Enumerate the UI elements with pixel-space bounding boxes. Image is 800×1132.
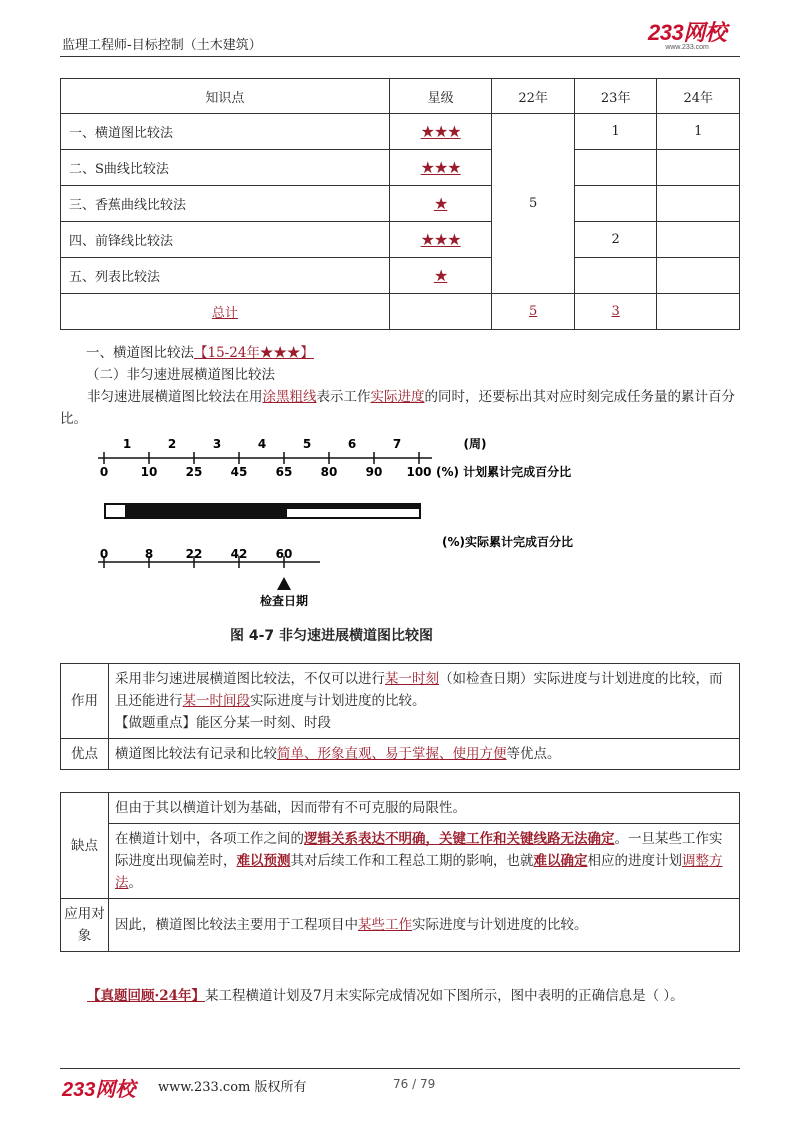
plan-value: 100 xyxy=(406,465,432,479)
total-label: 总计 xyxy=(211,306,238,321)
actual-value: 8 xyxy=(144,547,154,561)
table-row xyxy=(61,664,740,739)
total-22: 5 xyxy=(529,304,538,319)
plan-value: 80 xyxy=(320,465,338,479)
week-label: 7 xyxy=(392,437,402,451)
exam-question xyxy=(60,985,740,1007)
col-header-knowledge: 知识点 xyxy=(61,79,390,114)
effect-text-a: 采用非匀速进展横道图比较法，不仅可以进行 xyxy=(115,671,385,687)
table-row xyxy=(61,114,740,150)
plan-value: 25 xyxy=(185,465,203,479)
disadvantage-label: 缺点 xyxy=(61,793,109,899)
row-23: 2 xyxy=(574,222,657,258)
total-label-cell xyxy=(61,294,390,330)
question-text: 某工程横道计划及7月末实际完成情况如下图所示，图中表明的正确信息是（ ）。 xyxy=(205,988,684,1004)
total-stars-cell xyxy=(389,294,492,330)
application-content xyxy=(109,899,740,952)
progress-bar xyxy=(105,504,420,518)
actual-value: 0 xyxy=(99,547,109,561)
row-24: 1 xyxy=(657,114,740,150)
knowledge-table xyxy=(60,78,740,330)
dis-text-a: 在横道计划中，各项工作之间的 xyxy=(115,831,304,847)
table-row xyxy=(61,739,740,770)
plan-value: 45 xyxy=(230,465,248,479)
para-text-c: 的同时，还要标出其对应时刻完成任务量的累计百分比。 xyxy=(60,389,735,427)
advantage-highlight: 简单、形象直观、易于掌握、使用方便 xyxy=(277,746,507,762)
row-23: 1 xyxy=(574,114,657,150)
total-23-cell xyxy=(574,294,657,330)
row-name: 一、横道图比较法 xyxy=(61,114,390,150)
effect-content xyxy=(109,664,740,739)
advantage-content xyxy=(109,739,740,770)
row-24 xyxy=(657,150,740,186)
week-labels xyxy=(123,437,487,451)
features-table xyxy=(60,663,740,770)
advantage-label: 优点 xyxy=(61,739,109,770)
logo-text: 233网校 xyxy=(648,20,727,45)
app-text-a: 因此，横道图比较法主要用于工程项目中 xyxy=(115,917,358,933)
section-title: 一、横道图比较法 xyxy=(86,345,194,361)
col-header-stars: 星级 xyxy=(389,79,492,114)
disadvantage-line-1: 但由于其以横道计划为基础，因而带有不可克服的局限性。 xyxy=(109,793,740,824)
row-stars xyxy=(389,114,492,150)
week-label: 5 xyxy=(302,437,312,451)
total-row xyxy=(61,294,740,330)
brand-logo xyxy=(648,22,726,52)
week-label: 4 xyxy=(257,437,267,451)
figure-caption: 图 4-7 非匀速进展横道图比较图 xyxy=(230,628,434,644)
app-highlight: 某些工作 xyxy=(358,917,412,933)
effect-label: 作用 xyxy=(61,664,109,739)
actual-label: (%)实际累计完成百分比 xyxy=(442,535,573,549)
row-24 xyxy=(657,186,740,222)
row-24 xyxy=(657,258,740,294)
disadvantage-line-2 xyxy=(109,824,740,899)
plan-value: 65 xyxy=(275,465,293,479)
star-rating: ★ xyxy=(433,266,448,285)
table-row xyxy=(61,793,740,824)
row-23 xyxy=(574,150,657,186)
col-header-22: 22年 xyxy=(492,79,575,114)
total-22-cell xyxy=(492,294,575,330)
row-name: 三、香蕉曲线比较法 xyxy=(61,186,390,222)
table-row xyxy=(61,222,740,258)
section-heading xyxy=(60,342,740,364)
plan-value: 90 xyxy=(365,465,383,479)
plan-value: 10 xyxy=(140,465,158,479)
effect-text-b: （如检查日期）实际进度与计划进度的比较，而且还能进行 xyxy=(115,671,723,709)
table-row xyxy=(61,824,740,899)
table-header-row xyxy=(61,79,740,114)
table-row xyxy=(61,150,740,186)
progress-bar-diagram xyxy=(80,430,640,650)
footer-divider xyxy=(60,1068,740,1069)
actual-values xyxy=(100,534,573,561)
dis-highlight-1: 逻辑关系表达不明确，关键工作和关键线路无法确定 xyxy=(304,831,615,847)
footer-logo: 233网校 xyxy=(62,1079,136,1101)
plan-label: (%) 计划累计完成百分比 xyxy=(436,465,572,479)
dis-text-b: 。一旦某些工作实际进度出现偏差时， xyxy=(115,831,723,869)
dis-highlight-4: 调整方法 xyxy=(115,853,723,891)
advantage-text-b: 等优点。 xyxy=(506,746,561,762)
dis-text-e: 。 xyxy=(128,875,142,891)
para-text-a: 非匀速进展横道图比较法在用 xyxy=(87,389,263,405)
dis-highlight-2: 难以预测 xyxy=(236,853,291,869)
plan-value: 0 xyxy=(99,465,109,479)
week-label: 6 xyxy=(347,437,357,451)
para-text-b: 表示工作 xyxy=(316,389,371,405)
document-header-title: 监理工程师-目标控制（土木建筑） xyxy=(62,38,262,53)
table-row xyxy=(61,899,740,952)
advantage-text-a: 横道图比较法有记录和比较 xyxy=(115,746,277,762)
effect-highlight-1: 某一时刻 xyxy=(385,671,439,687)
page-number: 76 / 79 xyxy=(393,1077,436,1091)
col-header-23: 23年 xyxy=(574,79,657,114)
week-unit: (周) xyxy=(463,437,487,451)
effect-note: 【做题重点】能区分某一时刻、时段 xyxy=(115,715,331,731)
para-highlight-1: 涂黑粗线 xyxy=(262,389,317,405)
total-24-cell xyxy=(657,294,740,330)
check-date-arrow-icon xyxy=(277,577,291,590)
row-stars xyxy=(389,222,492,258)
week-label: 2 xyxy=(167,437,177,451)
week-label: 1 xyxy=(122,437,132,451)
effect-highlight-2: 某一时间段 xyxy=(182,693,250,709)
row-stars xyxy=(389,258,492,294)
footer-site: www.233.com 版权所有 xyxy=(158,1080,307,1095)
row-name: 四、前锋线比较法 xyxy=(61,222,390,258)
para-highlight-2: 实际进度 xyxy=(370,389,425,405)
dis-text-d: 相应的进度计划 xyxy=(587,853,682,869)
bar-top-edge xyxy=(287,504,420,509)
plan-values xyxy=(100,464,571,479)
actual-value: 60 xyxy=(275,547,293,561)
section-tag: 【15-24年★★★】 xyxy=(194,345,314,361)
star-rating: ★★★ xyxy=(420,158,461,177)
dis-highlight-3: 难以确定 xyxy=(533,853,588,869)
star-rating: ★★★ xyxy=(420,122,461,141)
question-tag: 【真题回顾·24年】 xyxy=(87,988,205,1004)
logo-url: www.233.com xyxy=(665,44,709,51)
row-23 xyxy=(574,186,657,222)
limitations-table xyxy=(60,792,740,952)
subsection-title: （二）非匀速进展横道图比较法 xyxy=(86,367,275,383)
total-23: 3 xyxy=(611,304,620,319)
table-row xyxy=(61,258,740,294)
section-paragraph xyxy=(60,386,740,430)
row-24 xyxy=(657,222,740,258)
merged-22-cell: 5 xyxy=(492,114,575,294)
row-stars xyxy=(389,186,492,222)
row-name: 五、列表比较法 xyxy=(61,258,390,294)
application-label: 应用对象 xyxy=(61,899,109,952)
header-divider xyxy=(60,56,740,57)
row-name: 二、S曲线比较法 xyxy=(61,150,390,186)
actual-value: 42 xyxy=(230,547,248,561)
plan-axis xyxy=(98,452,432,464)
col-header-24: 24年 xyxy=(657,79,740,114)
dis-text-c: 其对后续工作和工程总工期的影响，也就 xyxy=(290,853,534,869)
star-rating: ★ xyxy=(433,194,448,213)
week-label: 3 xyxy=(212,437,222,451)
actual-value: 22 xyxy=(185,547,203,561)
table-row xyxy=(61,186,740,222)
effect-text-c: 实际进度与计划进度的比较。 xyxy=(250,693,426,709)
app-text-b: 实际进度与计划进度的比较。 xyxy=(412,917,588,933)
bar-filled-segment xyxy=(125,504,287,518)
check-date-label: 检查日期 xyxy=(259,594,309,608)
star-rating: ★★★ xyxy=(420,230,461,249)
row-23 xyxy=(574,258,657,294)
row-stars xyxy=(389,150,492,186)
